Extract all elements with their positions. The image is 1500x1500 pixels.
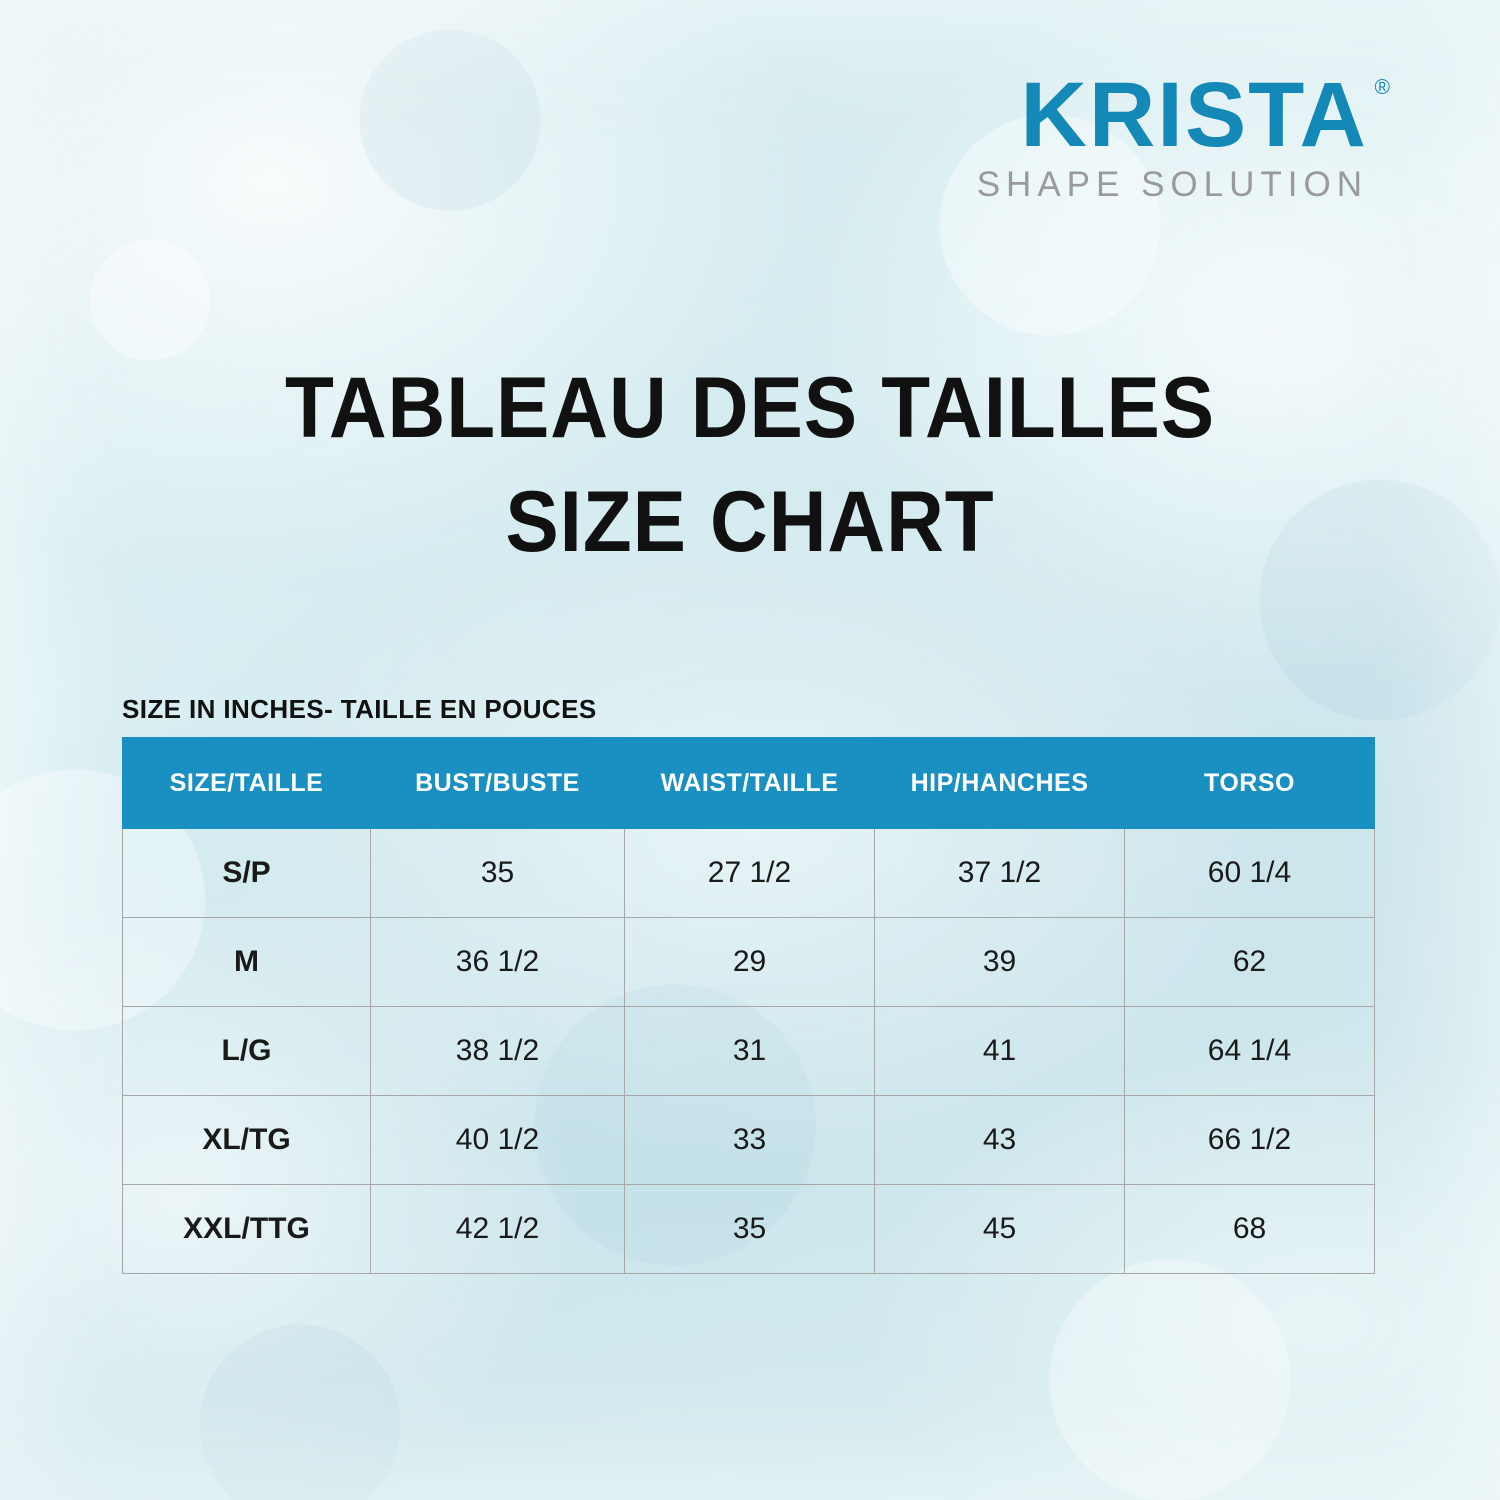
cell-hip: 45 [875, 1185, 1125, 1274]
table-row [123, 1007, 1375, 1096]
table-row [123, 1185, 1375, 1274]
cell-torso: 68 [1125, 1185, 1375, 1274]
cell-size: M [123, 918, 371, 1007]
column-header-bust: BUST/BUSTE [371, 738, 625, 829]
cell-bust: 40 1/2 [371, 1096, 625, 1185]
brand-name [1020, 64, 1392, 166]
title-french: TABLEAU DES TAILLES [284, 360, 1216, 456]
cell-bust: 36 1/2 [371, 918, 625, 1007]
cell-bust: 42 1/2 [371, 1185, 625, 1274]
cell-torso: 66 1/2 [1125, 1096, 1375, 1185]
cell-hip: 39 [875, 918, 1125, 1007]
cell-hip: 41 [875, 1007, 1125, 1096]
table-header-row [123, 738, 1375, 829]
cell-hip: 37 1/2 [875, 829, 1125, 918]
column-header-size: SIZE/TAILLE [123, 738, 371, 829]
cell-waist: 29 [625, 918, 875, 1007]
cell-torso: 62 [1125, 918, 1375, 1007]
size-chart-table [122, 737, 1375, 1274]
cell-size: S/P [123, 829, 371, 918]
cell-size: XL/TG [123, 1096, 371, 1185]
column-header-waist: WAIST/TAILLE [625, 738, 875, 829]
cell-bust: 38 1/2 [371, 1007, 625, 1096]
table-body [123, 829, 1375, 1274]
table-row [123, 829, 1375, 918]
column-header-torso: TORSO [1125, 738, 1375, 829]
cell-torso: 60 1/4 [1125, 829, 1375, 918]
cell-size: XXL/TTG [123, 1185, 371, 1274]
registered-trademark-icon: ® [1374, 76, 1392, 99]
page-title [0, 352, 1500, 579]
cell-size: L/G [123, 1007, 371, 1096]
cell-waist: 31 [625, 1007, 875, 1096]
cell-torso: 64 1/4 [1125, 1007, 1375, 1096]
brand-tagline: SHAPE SOLUTION [976, 165, 1368, 205]
table-header [123, 738, 1375, 829]
column-header-hip: HIP/HANCHES [875, 738, 1125, 829]
title-english: SIZE CHART [505, 473, 995, 570]
table-row [123, 918, 1375, 1007]
cell-waist: 35 [625, 1185, 875, 1274]
brand-logo [976, 64, 1392, 205]
table-row [123, 1096, 1375, 1185]
cell-waist: 33 [625, 1096, 875, 1185]
cell-waist: 27 1/2 [625, 829, 875, 918]
cell-hip: 43 [875, 1096, 1125, 1185]
brand-name-text: KRISTA [1020, 64, 1368, 166]
size-chart-section [122, 694, 1374, 1274]
table-caption: SIZE IN INCHES- TAILLE EN POUCES [122, 694, 597, 724]
cell-bust: 35 [371, 829, 625, 918]
